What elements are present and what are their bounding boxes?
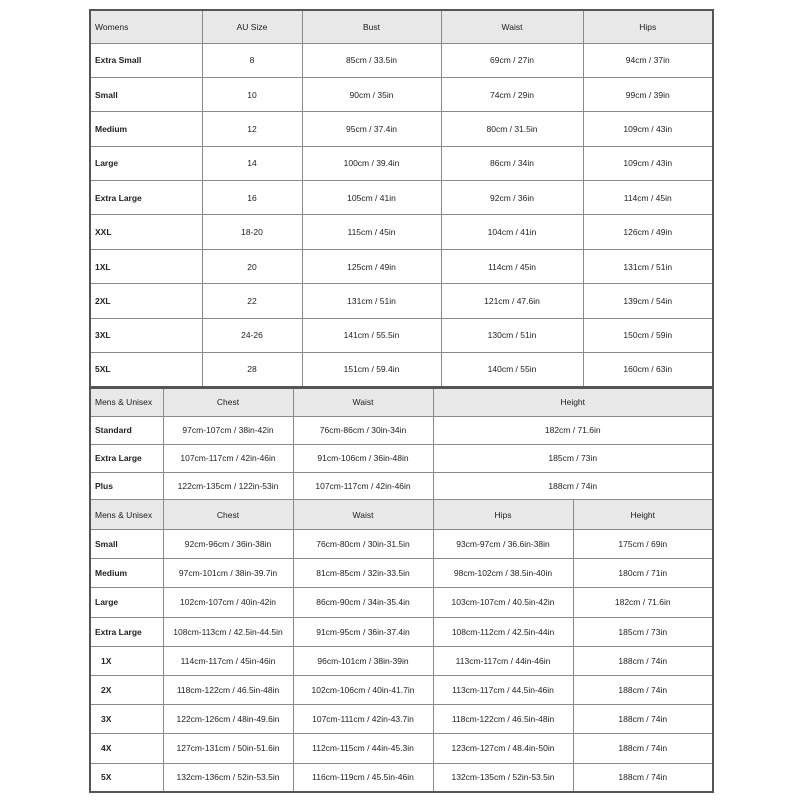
mens-basic-row [90,472,713,500]
womens-row-label: Extra Large [90,181,202,215]
womens-row-cell: 8 [202,43,302,77]
womens-row-cell: 160cm / 63in [583,353,713,387]
womens-row-cell: 139cm / 54in [583,284,713,318]
mens-basic-header-cell: Chest [163,388,293,416]
womens-row-label: Large [90,146,202,180]
mens-basic-row-label: Plus [90,472,163,500]
mens-basic-row [90,416,713,444]
mens-detailed-row-cell: 102cm-107cm / 40in-42in [163,588,293,617]
mens-detailed-row-cell: 86cm-90cm / 34in-35.4in [293,588,433,617]
womens-row-label: 5XL [90,353,202,387]
womens-header-cell: Bust [302,10,441,43]
mens-detailed-header-cell: Waist [293,500,433,530]
mens-detailed-size-table [89,499,714,793]
mens-detailed-row-cell: 112cm-115cm / 44in-45.3in [293,734,433,763]
womens-row [90,43,713,77]
mens-basic-row-cell: 182cm / 71.6in [433,416,713,444]
mens-detailed-row-cell: 118cm-122cm / 46.5in-48in [433,705,573,734]
womens-row-cell: 109cm / 43in [583,146,713,180]
mens-detailed-row-cell: 108cm-112cm / 42.5in-44in [433,617,573,646]
mens-detailed-row-cell: 188cm / 74in [573,646,713,675]
womens-row-cell: 18-20 [202,215,302,249]
mens-basic-row [90,444,713,472]
mens-detailed-row-cell: 127cm-131cm / 50in-51.6in [163,734,293,763]
womens-row-cell: 99cm / 39in [583,77,713,111]
mens-basic-row-label: Standard [90,416,163,444]
mens-basic-row-cell: 122cm-135cm / 122in-53in [163,472,293,500]
mens-detailed-row-cell: 92cm-96cm / 36in-38in [163,530,293,559]
mens-detailed-header-cell: Hips [433,500,573,530]
womens-row-cell: 140cm / 55in [441,353,583,387]
mens-detailed-row-label: Small [90,530,163,559]
womens-row-cell: 90cm / 35in [302,77,441,111]
womens-row-label: Small [90,77,202,111]
womens-row-cell: 109cm / 43in [583,112,713,146]
womens-row-cell: 92cm / 36in [441,181,583,215]
womens-row-cell: 86cm / 34in [441,146,583,180]
mens-detailed-row [90,675,713,704]
womens-row-cell: 114cm / 45in [583,181,713,215]
mens-detailed-row-label: Extra Large [90,617,163,646]
mens-detailed-row-label: Medium [90,559,163,588]
womens-row-cell: 69cm / 27in [441,43,583,77]
mens-detailed-row-cell: 188cm / 74in [573,705,713,734]
mens-detailed-row-cell: 102cm-106cm / 40in-41.7in [293,675,433,704]
womens-row-cell: 121cm / 47.6in [441,284,583,318]
mens-detailed-row-cell: 123cm-127cm / 48.4in-50in [433,734,573,763]
mens-basic-row-cell: 107cm-117cm / 42in-46in [163,444,293,472]
mens-basic-row-cell: 91cm-106cm / 36in-48in [293,444,433,472]
mens-detailed-row-cell: 132cm-135cm / 52in-53.5in [433,763,573,792]
womens-row-cell: 151cm / 59.4in [302,353,441,387]
womens-row-cell: 141cm / 55.5in [302,318,441,352]
womens-header-cell: Womens [90,10,202,43]
womens-row-cell: 94cm / 37in [583,43,713,77]
womens-header-cell: Waist [441,10,583,43]
mens-detailed-row-cell: 182cm / 71.6in [573,588,713,617]
womens-row-cell: 14 [202,146,302,180]
mens-detailed-row-cell: 116cm-119cm / 45.5in-46in [293,763,433,792]
womens-header-row [90,10,713,43]
womens-row [90,318,713,352]
womens-row-cell: 114cm / 45in [441,249,583,283]
womens-row-cell: 100cm / 39.4in [302,146,441,180]
mens-detailed-row [90,646,713,675]
womens-row-label: 2XL [90,284,202,318]
mens-detailed-row-cell: 97cm-101cm / 38in-39.7in [163,559,293,588]
mens-detailed-row-label: 4X [90,734,163,763]
womens-row-cell: 95cm / 37.4in [302,112,441,146]
womens-row-label: Extra Small [90,43,202,77]
mens-detailed-row-cell: 108cm-113cm / 42.5in-44.5in [163,617,293,646]
mens-detailed-header-cell: Mens & Unisex [90,500,163,530]
mens-detailed-row [90,705,713,734]
mens-detailed-row-cell: 93cm-97cm / 36.6in-38in [433,530,573,559]
mens-detailed-row-cell: 98cm-102cm / 38.5in-40in [433,559,573,588]
mens-detailed-row-cell: 103cm-107cm / 40.5in-42in [433,588,573,617]
mens-detailed-row [90,617,713,646]
mens-detailed-row-cell: 188cm / 74in [573,763,713,792]
womens-row-cell: 104cm / 41in [441,215,583,249]
womens-size-table [89,9,714,388]
mens-detailed-row-cell: 113cm-117cm / 44.5in-46in [433,675,573,704]
mens-detailed-row [90,559,713,588]
mens-basic-header-cell: Height [433,388,713,416]
womens-row [90,284,713,318]
womens-row-cell: 131cm / 51in [583,249,713,283]
womens-row-label: 3XL [90,318,202,352]
womens-row-cell: 105cm / 41in [302,181,441,215]
mens-basic-row-cell: 97cm-107cm / 38in-42in [163,416,293,444]
mens-detailed-row-cell: 114cm-117cm / 45in-46in [163,646,293,675]
mens-detailed-row-cell: 188cm / 74in [573,734,713,763]
mens-detailed-row [90,530,713,559]
mens-detailed-row-label: 2X [90,675,163,704]
mens-detailed-row-cell: 107cm-111cm / 42in-43.7in [293,705,433,734]
womens-row-cell: 28 [202,353,302,387]
womens-header-cell: Hips [583,10,713,43]
mens-basic-row-cell: 76cm-86cm / 30in-34in [293,416,433,444]
mens-detailed-row-cell: 76cm-80cm / 30in-31.5in [293,530,433,559]
mens-detailed-row-label: 3X [90,705,163,734]
mens-basic-header-row [90,388,713,416]
womens-row-cell: 10 [202,77,302,111]
mens-detailed-row-cell: 96cm-101cm / 38in-39in [293,646,433,675]
womens-header-cell: AU Size [202,10,302,43]
womens-row-cell: 130cm / 51in [441,318,583,352]
womens-row-cell: 126cm / 49in [583,215,713,249]
mens-basic-header-cell: Waist [293,388,433,416]
mens-detailed-row-cell: 81cm-85cm / 32in-33.5in [293,559,433,588]
womens-row [90,181,713,215]
mens-detailed-row [90,763,713,792]
mens-detailed-row-label: 1X [90,646,163,675]
womens-row-cell: 74cm / 29in [441,77,583,111]
mens-basic-header-cell: Mens & Unisex [90,388,163,416]
mens-detailed-row-cell: 118cm-122cm / 46.5in-48in [163,675,293,704]
womens-row [90,146,713,180]
womens-row-cell: 24-26 [202,318,302,352]
mens-detailed-row [90,734,713,763]
mens-basic-size-table [89,387,714,501]
womens-row-cell: 150cm / 59in [583,318,713,352]
womens-row [90,353,713,387]
womens-row [90,249,713,283]
mens-basic-row-cell: 185cm / 73in [433,444,713,472]
mens-detailed-row-cell: 91cm-95cm / 36in-37.4in [293,617,433,646]
womens-row-cell: 125cm / 49in [302,249,441,283]
womens-row [90,77,713,111]
mens-detailed-row-cell: 122cm-126cm / 48in-49.6in [163,705,293,734]
mens-detailed-row-cell: 188cm / 74in [573,675,713,704]
mens-detailed-row-cell: 132cm-136cm / 52in-53.5in [163,763,293,792]
womens-row-cell: 22 [202,284,302,318]
womens-row-label: XXL [90,215,202,249]
womens-row [90,112,713,146]
mens-detailed-row-label: 5X [90,763,163,792]
mens-detailed-row-label: Large [90,588,163,617]
womens-row-cell: 131cm / 51in [302,284,441,318]
womens-row-cell: 20 [202,249,302,283]
mens-detailed-row-cell: 180cm / 71in [573,559,713,588]
mens-basic-row-cell: 188cm / 74in [433,472,713,500]
mens-detailed-header-cell: Height [573,500,713,530]
mens-detailed-row [90,588,713,617]
womens-row-cell: 115cm / 45in [302,215,441,249]
mens-basic-row-label: Extra Large [90,444,163,472]
mens-detailed-header-cell: Chest [163,500,293,530]
mens-detailed-row-cell: 113cm-117cm / 44in-46in [433,646,573,675]
womens-row-cell: 80cm / 31.5in [441,112,583,146]
womens-row-cell: 16 [202,181,302,215]
mens-detailed-row-cell: 175cm / 69in [573,530,713,559]
mens-detailed-row-cell: 185cm / 73in [573,617,713,646]
womens-row-cell: 85cm / 33.5in [302,43,441,77]
womens-row [90,215,713,249]
mens-basic-row-cell: 107cm-117cm / 42in-46in [293,472,433,500]
mens-detailed-header-row [90,500,713,530]
womens-row-cell: 12 [202,112,302,146]
womens-row-label: 1XL [90,249,202,283]
womens-row-label: Medium [90,112,202,146]
